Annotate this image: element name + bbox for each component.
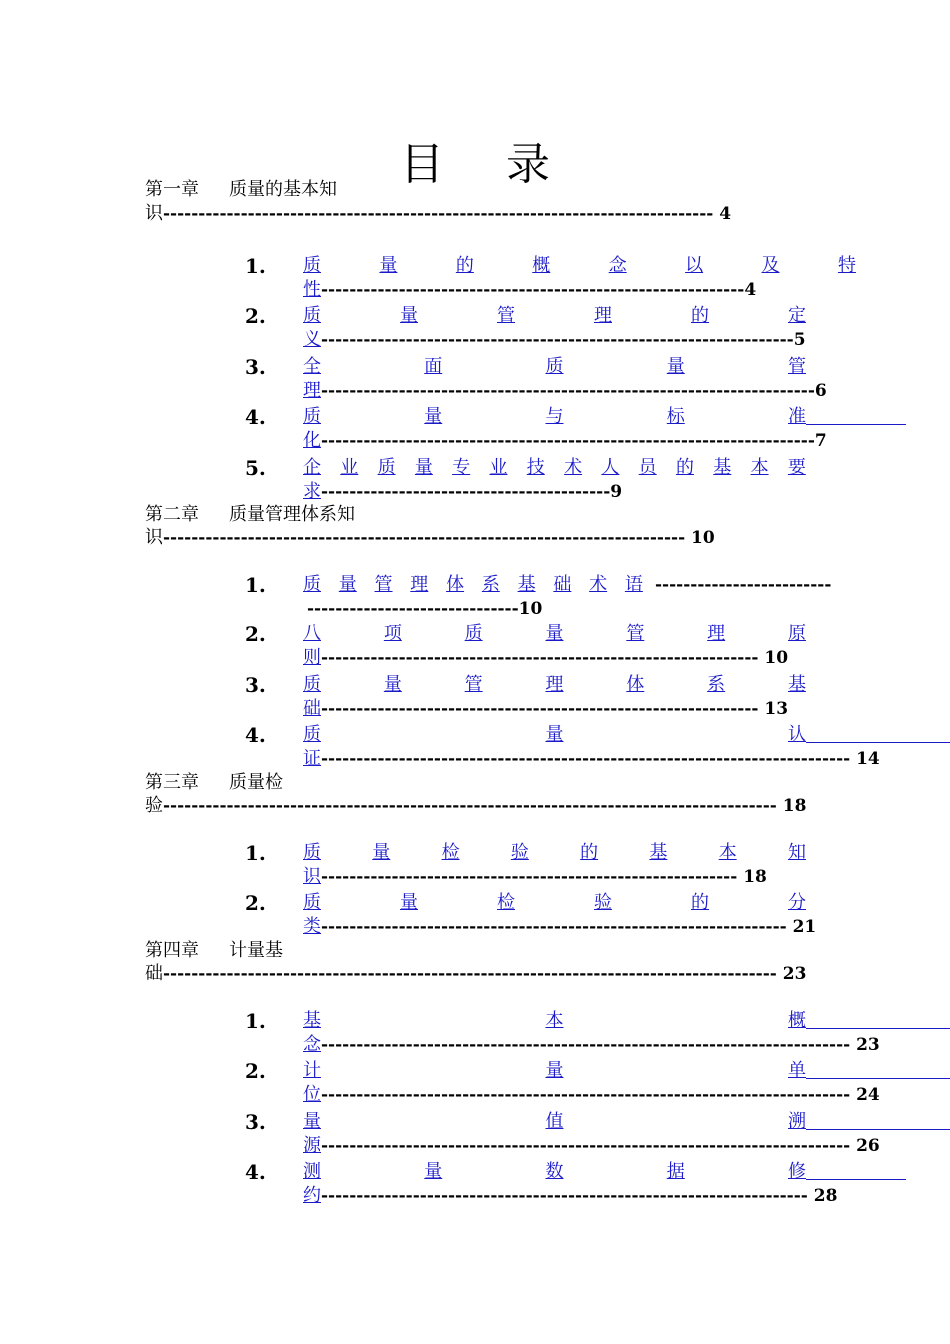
toc-entry-link[interactable] bbox=[303, 405, 806, 429]
chapter-heading bbox=[145, 939, 283, 963]
page-number: 14 bbox=[856, 749, 880, 769]
dot-leader: ------------------------- bbox=[655, 575, 832, 595]
toc-entry-char: 管 bbox=[464, 674, 483, 695]
toc-entry-char: 验 bbox=[510, 842, 529, 863]
item-number: 2. bbox=[245, 622, 266, 646]
item-number: 4. bbox=[245, 1160, 266, 1184]
toc-entry-link[interactable] bbox=[303, 723, 806, 747]
item-number: 5. bbox=[245, 456, 266, 480]
toc-entry-char: 质 bbox=[377, 457, 396, 478]
toc-entry-char: 单 bbox=[788, 1060, 806, 1081]
toc-entry-char: 量 bbox=[400, 892, 418, 913]
toc-entry-tail[interactable]: 义 bbox=[303, 329, 321, 350]
toc-entry-char: 的 bbox=[691, 305, 709, 326]
chapter-leader-line bbox=[145, 202, 731, 226]
item-number: 4. bbox=[245, 723, 266, 747]
toc-entry-link[interactable] bbox=[303, 1059, 806, 1083]
toc-entry-char: 业 bbox=[340, 457, 359, 478]
chapter-heading bbox=[145, 178, 337, 202]
page-number: 9 bbox=[610, 482, 623, 502]
page-number: 23 bbox=[856, 1035, 880, 1055]
toc-entry-char: 本 bbox=[750, 457, 769, 478]
toc-entry-char: 质 bbox=[303, 406, 321, 427]
toc-entry-tail[interactable]: 则 bbox=[303, 647, 321, 668]
toc-entry-tail[interactable]: 念 bbox=[303, 1034, 321, 1055]
toc-entry-link[interactable] bbox=[303, 1009, 806, 1033]
dot-leader: --------------------------------------------------------------------------- bbox=[321, 749, 857, 769]
item-number: 4. bbox=[245, 405, 266, 429]
toc-entry-char: 概 bbox=[532, 255, 551, 276]
toc-entry-char: 语 bbox=[624, 574, 643, 595]
toc-entry-tail[interactable]: 性 bbox=[303, 279, 321, 300]
page-number: 6 bbox=[814, 381, 827, 401]
item-number: 1. bbox=[245, 254, 266, 278]
chapter-label: 第四章 bbox=[145, 940, 199, 961]
toc-entry-char: 本 bbox=[545, 1010, 564, 1031]
toc-entry-char: 值 bbox=[545, 1111, 564, 1132]
toc-entry-link[interactable] bbox=[303, 622, 806, 646]
page-number: 10 bbox=[518, 599, 543, 619]
dot-leader: --------------------------------------------------------------------- bbox=[321, 1186, 814, 1206]
toc-entry-char: 量 bbox=[666, 356, 685, 377]
toc-entry-char: 系 bbox=[707, 674, 726, 695]
toc-entry-char: 系 bbox=[481, 574, 500, 595]
toc-entry-char: 量 bbox=[414, 457, 433, 478]
toc-entry-char: 理 bbox=[707, 623, 726, 644]
item-number: 3. bbox=[245, 673, 266, 697]
chapter-title-tail: 础 bbox=[145, 963, 163, 984]
page-number: 13 bbox=[764, 699, 789, 719]
toc-entry-char: 理 bbox=[594, 305, 612, 326]
dot-leader: -------------------------------------------------------------------------- bbox=[163, 528, 692, 548]
toc-entry-char: 量 bbox=[424, 406, 443, 427]
link-underline bbox=[806, 1179, 906, 1180]
link-underline bbox=[806, 424, 906, 425]
toc-entry-char: 量 bbox=[545, 724, 564, 745]
toc-entry-char: 特 bbox=[837, 255, 856, 276]
dot-leader: ------------------------------ bbox=[307, 599, 519, 619]
toc-entry-char: 量 bbox=[383, 674, 402, 695]
toc-entry-char: 体 bbox=[446, 574, 465, 595]
toc-entry-link[interactable] bbox=[303, 1110, 806, 1134]
dot-leader: --------------------------------------------------------------------------------------- bbox=[163, 964, 783, 984]
toc-entry-char: 念 bbox=[608, 255, 627, 276]
toc-entry-leader-line bbox=[303, 1083, 880, 1107]
chapter-label: 第二章 bbox=[145, 504, 199, 525]
toc-entry-char: 管 bbox=[497, 305, 515, 326]
toc-title-char: 录 bbox=[506, 139, 550, 190]
toc-entry-char: 量 bbox=[338, 574, 357, 595]
toc-entry-char: 质 bbox=[464, 623, 483, 644]
toc-entry-char: 基 bbox=[787, 674, 806, 695]
toc-entry-link[interactable] bbox=[303, 573, 643, 597]
toc-entry-char: 基 bbox=[517, 574, 536, 595]
toc-entry-char: 质 bbox=[303, 674, 321, 695]
dot-leader: ---------------------------------------------------------------------- bbox=[321, 431, 815, 451]
dot-leader: --------------------------------------------------------------------------- bbox=[321, 1085, 857, 1105]
toc-entry-char: 量 bbox=[303, 1111, 321, 1132]
link-underline bbox=[806, 1129, 950, 1130]
toc-entry-char: 项 bbox=[383, 623, 402, 644]
link-underline bbox=[806, 1078, 950, 1079]
item-number: 3. bbox=[245, 1110, 266, 1134]
toc-entry-char: 标 bbox=[666, 406, 685, 427]
page-number: 4 bbox=[744, 280, 757, 300]
toc-entry-char: 量 bbox=[400, 305, 418, 326]
toc-entry-char: 定 bbox=[788, 305, 806, 326]
toc-entry-char: 准 bbox=[788, 406, 806, 427]
chapter-heading bbox=[145, 503, 355, 527]
toc-entry-link[interactable] bbox=[303, 673, 806, 697]
toc-entry-leader-line bbox=[307, 597, 542, 621]
page-number: 18 bbox=[743, 867, 767, 887]
toc-entry-leader-line bbox=[303, 1134, 880, 1158]
toc-entry-char: 概 bbox=[788, 1010, 806, 1031]
toc-entry-leader-line bbox=[303, 379, 827, 403]
toc-entry-link[interactable] bbox=[303, 1160, 806, 1184]
chapter-title-tail: 识 bbox=[145, 203, 163, 224]
page-number: 21 bbox=[792, 917, 817, 937]
page-number: 28 bbox=[813, 1186, 838, 1206]
toc-entry-char: 以 bbox=[685, 255, 704, 276]
toc-entry-char: 全 bbox=[303, 356, 321, 377]
toc-entry-char: 本 bbox=[718, 842, 737, 863]
toc-entry-char: 原 bbox=[787, 623, 806, 644]
toc-entry-char: 质 bbox=[303, 574, 321, 595]
dot-leader: ------------------------------------------------------------ bbox=[321, 280, 745, 300]
link-underline bbox=[806, 1028, 950, 1029]
page-number: 23 bbox=[782, 964, 807, 984]
toc-entry-char: 质 bbox=[303, 255, 321, 276]
toc-entry-char: 认 bbox=[788, 724, 806, 745]
toc-entry-tail[interactable]: 位 bbox=[303, 1084, 321, 1105]
dot-leader: ----------------------------------------------------------- bbox=[321, 867, 744, 887]
toc-entry-leader-line bbox=[303, 278, 756, 302]
chapter-label: 第三章 bbox=[145, 772, 199, 793]
chapter-title-tail: 验 bbox=[145, 795, 163, 816]
toc-entry-char: 管 bbox=[788, 356, 806, 377]
toc-entry-leader-line bbox=[303, 480, 622, 504]
chapter-title: 质量检 bbox=[229, 772, 283, 793]
toc-entry-char: 理 bbox=[545, 674, 564, 695]
toc-entry-leader-line bbox=[303, 915, 816, 939]
toc-entry-char: 管 bbox=[374, 574, 393, 595]
toc-entry-char: 量 bbox=[372, 842, 391, 863]
toc-entry-char: 溯 bbox=[788, 1111, 806, 1132]
toc-entry-tail[interactable]: 识 bbox=[303, 866, 321, 887]
chapter-leader-line bbox=[145, 962, 806, 986]
dot-leader: ---------------------------------------------------------------------- bbox=[321, 381, 815, 401]
toc-entry-char: 检 bbox=[497, 892, 515, 913]
toc-entry-char: 要 bbox=[787, 457, 806, 478]
toc-entry-char: 的 bbox=[455, 255, 474, 276]
toc-entry-tail[interactable]: 约 bbox=[303, 1185, 321, 1206]
chapter-title-tail: 识 bbox=[145, 527, 163, 548]
toc-entry-leader-line bbox=[303, 747, 880, 771]
chapter-title: 计量基 bbox=[229, 940, 283, 961]
toc-entry-char: 管 bbox=[626, 623, 645, 644]
toc-entry-link[interactable] bbox=[303, 456, 806, 480]
toc-entry-char: 基 bbox=[649, 842, 668, 863]
toc-entry-tail[interactable]: 化 bbox=[303, 430, 321, 451]
toc-entry-char: 术 bbox=[564, 457, 583, 478]
toc-entry-char: 人 bbox=[601, 457, 620, 478]
toc-entry-tail[interactable]: 求 bbox=[303, 481, 321, 502]
toc-entry-char: 质 bbox=[303, 724, 321, 745]
toc-entry-char: 质 bbox=[303, 842, 321, 863]
toc-entry-char: 数 bbox=[545, 1161, 564, 1182]
toc-entry-leader-line bbox=[303, 429, 827, 453]
page-number: 18 bbox=[782, 796, 807, 816]
chapter-heading bbox=[145, 771, 283, 795]
page-number: 26 bbox=[856, 1136, 880, 1156]
toc-entry-leader-line bbox=[303, 1184, 837, 1208]
chapter-label: 第一章 bbox=[145, 179, 199, 200]
toc-entry-char: 质 bbox=[303, 892, 321, 913]
toc-entry-char: 量 bbox=[424, 1161, 443, 1182]
dot-leader: --------------------------------------------------------------------------- bbox=[321, 1136, 857, 1156]
page-number: 5 bbox=[793, 330, 806, 350]
toc-entry-char: 面 bbox=[424, 356, 443, 377]
toc-entry-leader-line bbox=[303, 697, 788, 721]
dot-leader: ------------------------------------------------------------------------------ bbox=[163, 204, 720, 224]
toc-entry-char: 基 bbox=[303, 1010, 321, 1031]
chapter-title: 质量管理体系知 bbox=[229, 504, 355, 525]
toc-entry-char: 八 bbox=[303, 623, 321, 644]
dot-leader: --------------------------------------------------------------------------------------- bbox=[163, 796, 783, 816]
page-number: 7 bbox=[814, 431, 827, 451]
item-number: 2. bbox=[245, 891, 266, 915]
toc-entry-char: 基 bbox=[713, 457, 732, 478]
toc-entry-leader-line bbox=[303, 646, 788, 670]
toc-entry-char: 础 bbox=[553, 574, 572, 595]
toc-title bbox=[0, 128, 950, 192]
toc-entry-char: 验 bbox=[594, 892, 612, 913]
dot-leader: -------------------------------------------------------------- bbox=[321, 699, 765, 719]
dot-leader: --------------------------------------------------------------------------- bbox=[321, 1035, 857, 1055]
toc-entry-char: 与 bbox=[545, 406, 564, 427]
toc-entry-char: 及 bbox=[761, 255, 780, 276]
toc-entry-leader-line bbox=[303, 1033, 880, 1057]
dot-leader: ------------------------------------------------------------------ bbox=[321, 917, 793, 937]
item-number: 1. bbox=[245, 1009, 266, 1033]
toc-entry-char: 的 bbox=[675, 457, 694, 478]
page-number: 10 bbox=[691, 528, 715, 548]
toc-entry-link[interactable] bbox=[303, 254, 856, 278]
toc-entry-char: 的 bbox=[691, 892, 709, 913]
toc-entry-char: 据 bbox=[666, 1161, 685, 1182]
toc-entry-char: 修 bbox=[788, 1161, 806, 1182]
toc-entry-char: 分 bbox=[788, 892, 806, 913]
toc-entry-char: 体 bbox=[626, 674, 645, 695]
toc-entry-char: 量 bbox=[545, 623, 564, 644]
link-underline bbox=[806, 742, 950, 743]
dot-leader: ------------------------------------------------------------------- bbox=[321, 330, 794, 350]
toc-entry-link[interactable] bbox=[303, 891, 806, 915]
page-number: 4 bbox=[719, 204, 732, 224]
toc-entry-link[interactable] bbox=[303, 841, 806, 865]
item-number: 2. bbox=[245, 304, 266, 328]
toc-entry-tail[interactable]: 理 bbox=[303, 380, 321, 401]
toc-entry-tail[interactable]: 源 bbox=[303, 1135, 321, 1156]
toc-entry-char: 术 bbox=[589, 574, 608, 595]
toc-entry-char: 理 bbox=[410, 574, 429, 595]
dot-leader: -------------------------------------------------------------- bbox=[321, 648, 765, 668]
toc-entry-char: 专 bbox=[452, 457, 471, 478]
item-number: 2. bbox=[245, 1059, 266, 1083]
toc-entry-tail[interactable]: 证 bbox=[303, 748, 321, 769]
chapter-leader-line bbox=[145, 526, 715, 550]
page-number: 24 bbox=[856, 1085, 880, 1105]
item-number: 1. bbox=[245, 841, 266, 865]
toc-entry-char: 质 bbox=[303, 305, 321, 326]
toc-entry-char: 的 bbox=[580, 842, 599, 863]
toc-entry-char: 知 bbox=[787, 842, 806, 863]
toc-entry-char: 企 bbox=[303, 457, 321, 478]
item-number: 3. bbox=[245, 355, 266, 379]
chapter-leader-line bbox=[145, 794, 806, 818]
chapter-title: 质量的基本知 bbox=[229, 179, 337, 200]
toc-title-char: 目 bbox=[400, 139, 444, 190]
toc-entry-leader-line bbox=[303, 328, 806, 352]
toc-entry-char: 员 bbox=[638, 457, 657, 478]
toc-entry-char: 量 bbox=[545, 1060, 564, 1081]
toc-entry-leader-line bbox=[303, 865, 767, 889]
toc-entry-char: 量 bbox=[379, 255, 398, 276]
toc-entry-char: 质 bbox=[545, 356, 564, 377]
toc-entry-char: 技 bbox=[526, 457, 545, 478]
item-number: 1. bbox=[245, 573, 266, 597]
page-number: 10 bbox=[764, 648, 789, 668]
toc-entry-char: 测 bbox=[303, 1161, 321, 1182]
toc-entry-char: 计 bbox=[303, 1060, 321, 1081]
toc-entry-char: 业 bbox=[489, 457, 508, 478]
toc-entry-tail[interactable]: 类 bbox=[303, 916, 321, 937]
toc-entry-tail[interactable]: 础 bbox=[303, 698, 321, 719]
dot-leader: ----------------------------------------- bbox=[321, 482, 611, 502]
toc-entry-link[interactable] bbox=[303, 304, 806, 328]
toc-entry-char: 检 bbox=[441, 842, 460, 863]
toc-entry-link[interactable] bbox=[303, 355, 806, 379]
